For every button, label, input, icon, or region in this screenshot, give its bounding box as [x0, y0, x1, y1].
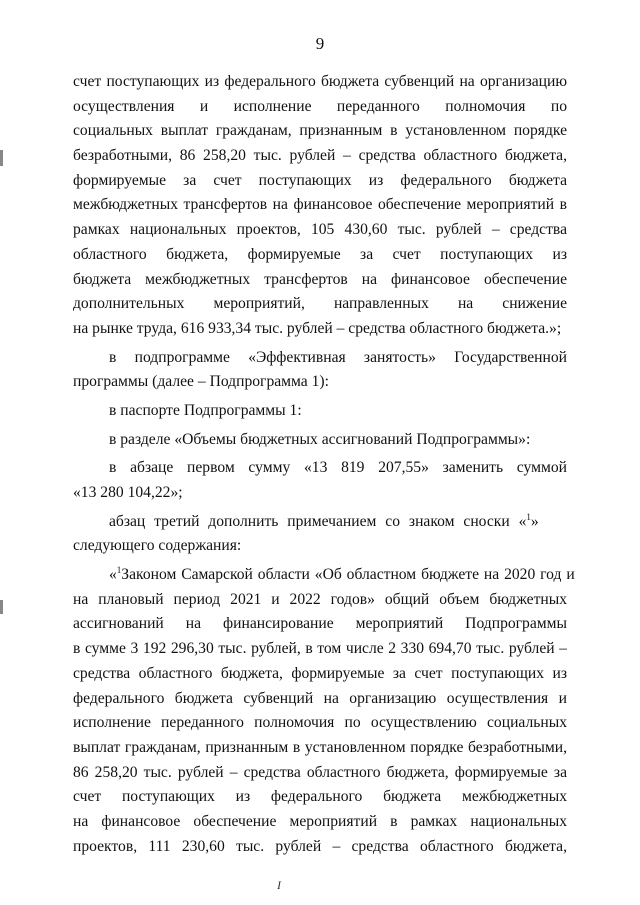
text-line: «13 280 104,22»;	[73, 484, 183, 501]
text-line: в паспорте Подпрограммы 1:	[109, 401, 302, 419]
text-line: формируемые за счет поступающих из федерального бюджета	[73, 171, 567, 189]
text-fragment: Законом Самарской области «Об областном бюджете на 2020 год и	[121, 566, 575, 584]
text-line: в сумме 3 192 296,30 тыс. рублей, в том числе 2 330 694,70 тыс. рублей –	[73, 640, 567, 658]
text-line: на плановый период 2021 и 2022 годов» общий объем бюджетных	[73, 590, 567, 608]
text-fragment: »	[530, 512, 539, 530]
text-line: выплат гражданам, признанным в установленном порядке безработными,	[73, 738, 567, 756]
text-line: на финансовое обеспечение мероприятий в рамках национальных	[73, 812, 567, 830]
text-line: осуществления и исполнение переданного полномочия по	[73, 97, 567, 115]
page-number: 9	[315, 34, 325, 53]
text-line: счет поступающих из федерального бюджета субвенций на организацию	[73, 73, 567, 90]
scan-edge-mark	[0, 150, 3, 166]
footer-mark: I	[277, 878, 281, 892]
scan-edge-mark	[0, 600, 3, 614]
text-line: на рынке труда, 616 933,34 тыс. рублей – средства областного бюджета.»;	[73, 319, 562, 337]
document-body	[73, 70, 575, 859]
text-line: следующего содержания:	[73, 537, 242, 555]
text-fragment: абзац третий дополнить примечанием со знаком сноски «	[109, 512, 527, 530]
text-line: социальных выплат гражданам, признанным в установленном порядке	[73, 122, 567, 140]
text-line: в абзаце первом сумму «13 819 207,55» заменить суммой	[109, 459, 567, 477]
text-line: федерального бюджета субвенций на организацию осуществления и	[73, 689, 567, 707]
text-line: межбюджетных трансфертов на финансовое обеспечение мероприятий в	[73, 196, 567, 214]
text-line: счет поступающих из федерального бюджета межбюджетных	[73, 788, 567, 806]
text-line: в подпрограмме «Эффективная занятость» Государственной	[109, 348, 567, 366]
text-line: проектов, 111 230,60 тыс. рублей – средства областного бюджета,	[73, 837, 567, 855]
text-line: программы (далее – Подпрограмма 1):	[73, 373, 329, 391]
text-fragment: «	[109, 566, 117, 584]
text-line: исполнение переданного полномочия по осуществлению социальных	[73, 714, 567, 732]
text-line: бюджета межбюджетных трансфертов на финансовое обеспечение	[73, 270, 567, 288]
text-line: безработными, 86 258,20 тыс. рублей – средства областного бюджета,	[73, 147, 567, 165]
text-line: ассигнований на финансирование мероприятий Подпрограммы	[73, 615, 567, 633]
text-line: областного бюджета, формируемые за счет поступающих из	[73, 245, 567, 263]
text-line: в разделе «Объемы бюджетных ассигнований Подпрограммы»:	[109, 430, 531, 448]
text-line	[73, 510, 567, 535]
footnote-mark: 1	[526, 511, 531, 522]
text-line: дополнительных мероприятий, направленных на снижение	[73, 295, 567, 313]
text-line: средства областного бюджета, формируемые за счет поступающих из	[73, 664, 567, 682]
text-line: рамках национальных проектов, 105 430,60 тыс. рублей – средства	[73, 221, 567, 239]
footnote-mark: 1	[116, 565, 122, 576]
text-line: 86 258,20 тыс. рублей – средства областного бюджета, формируемые за	[73, 763, 567, 781]
text-line	[73, 563, 575, 588]
